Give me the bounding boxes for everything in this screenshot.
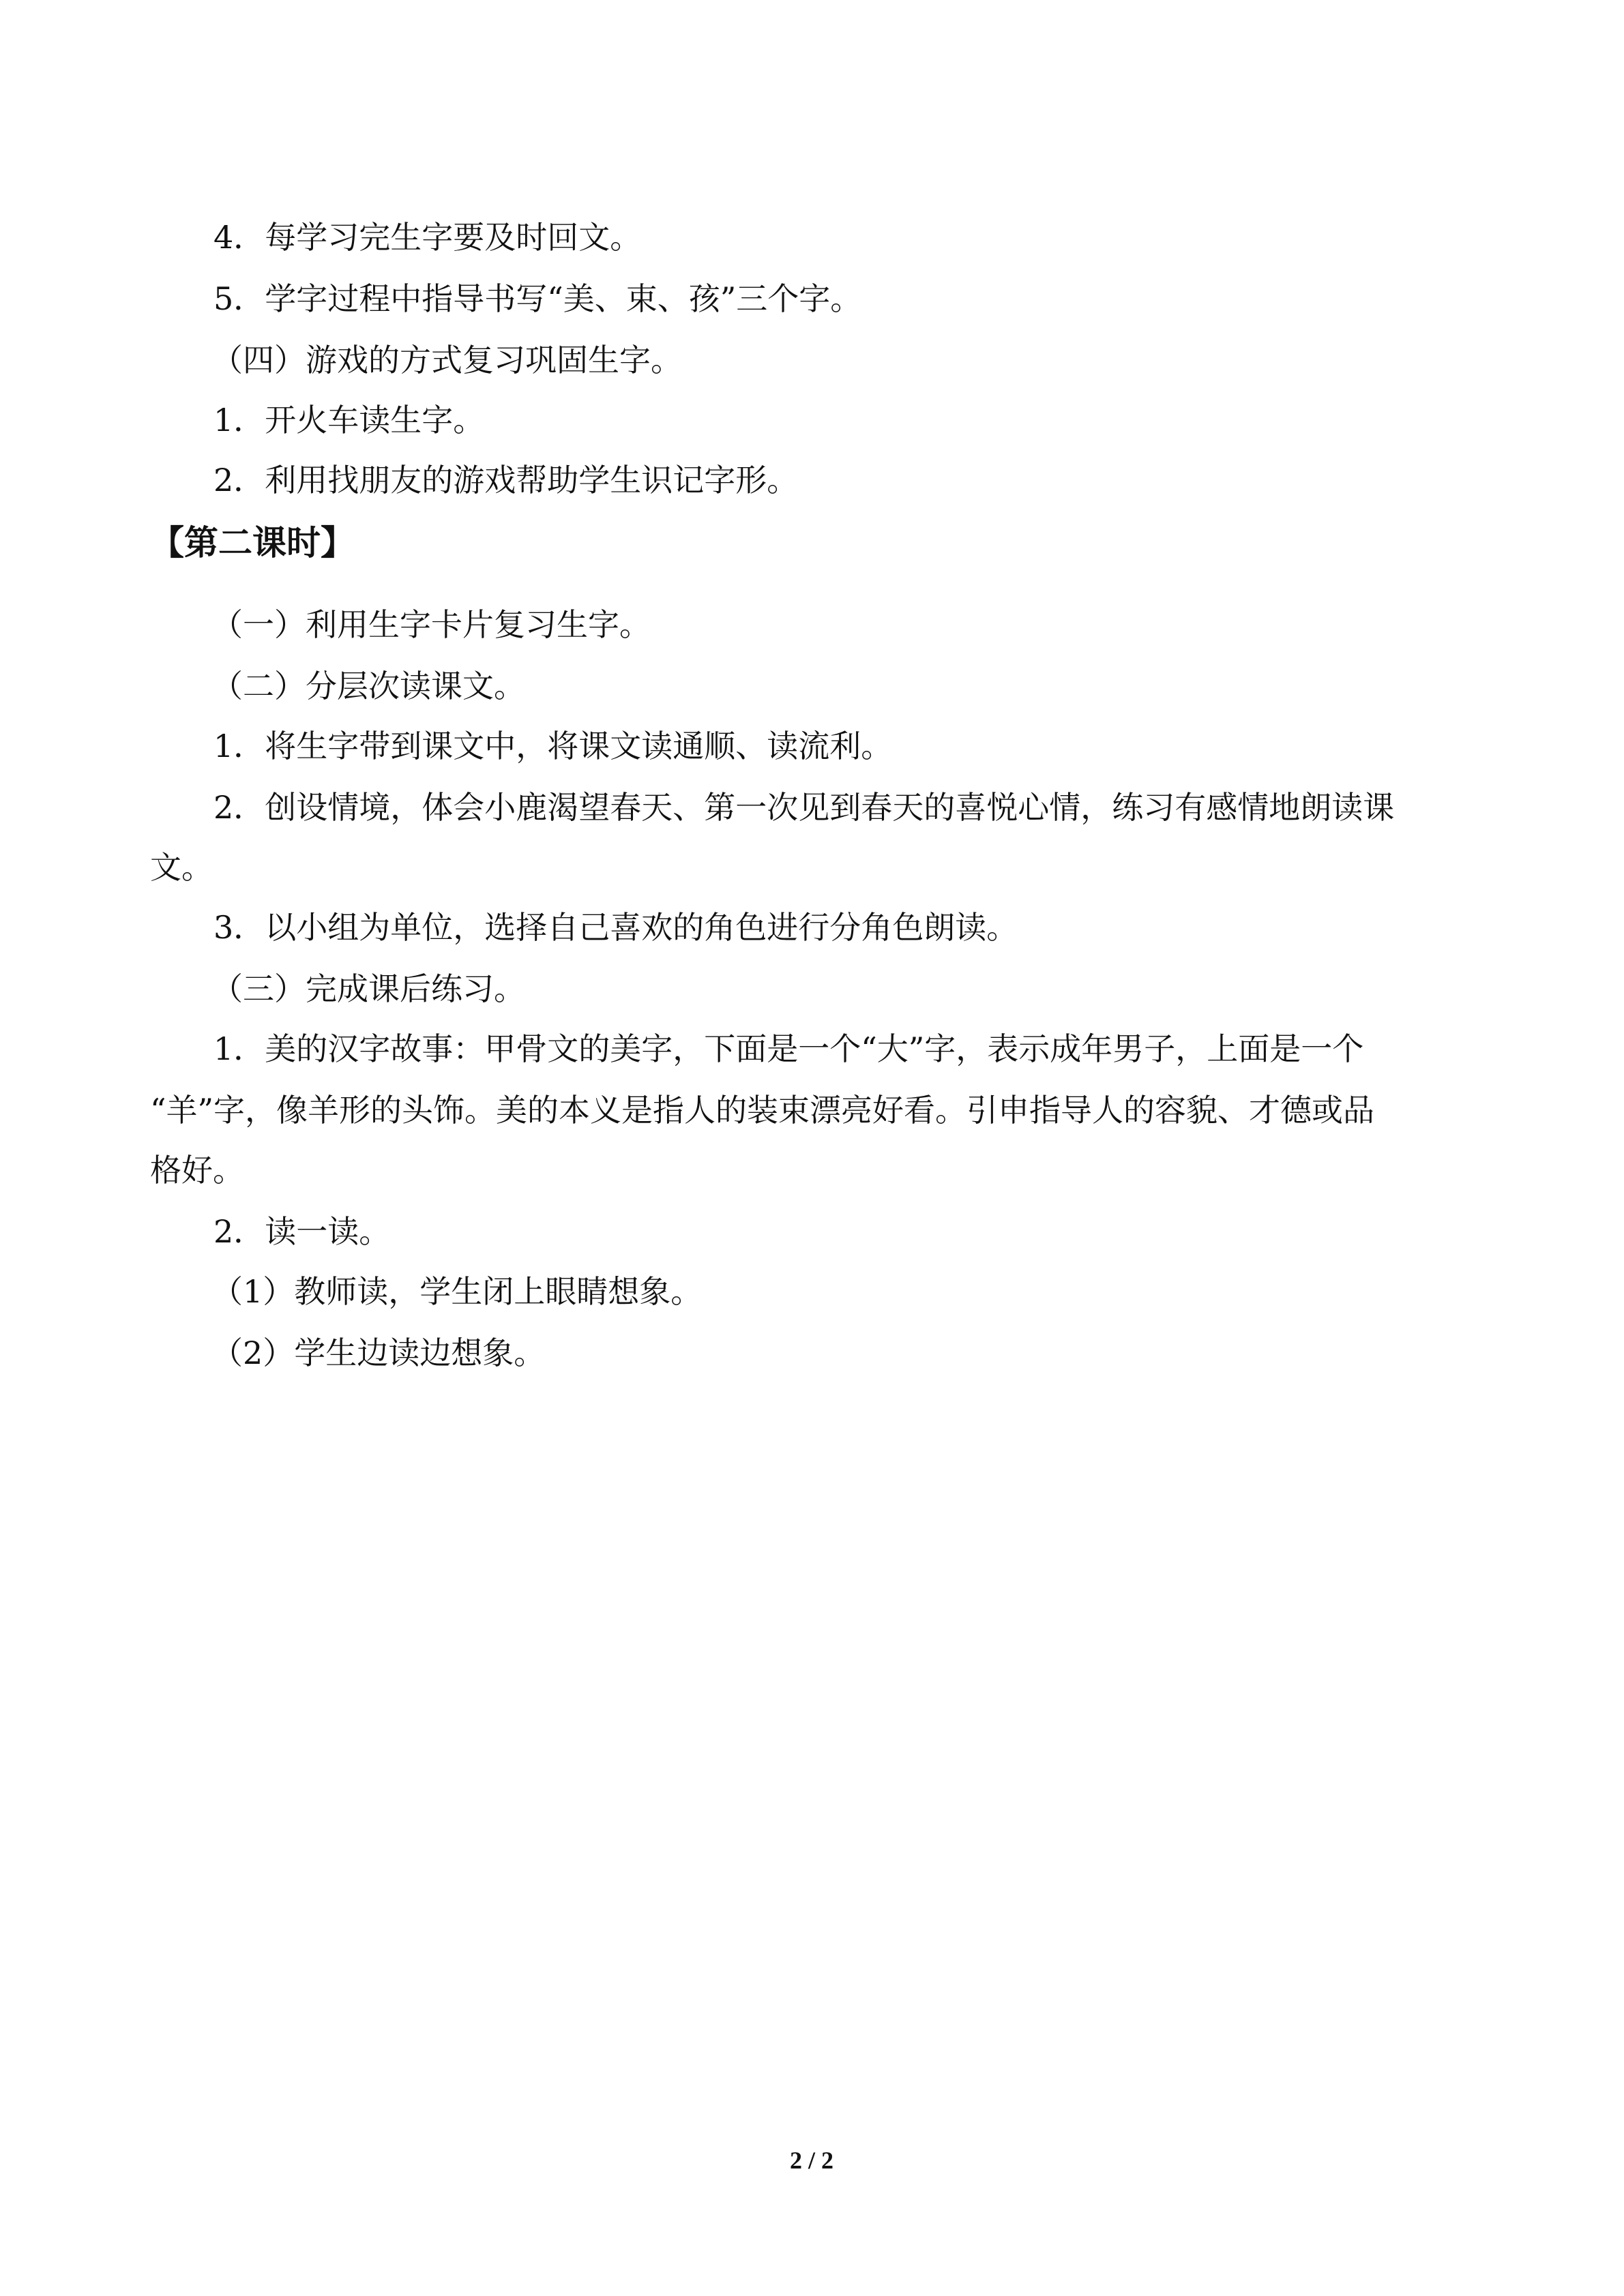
item-1-read: 1．将生字带到课文中，将课文读通顺、读流利。 (213, 728, 893, 764)
item-2-context: 2．创设情境，体会小鹿渴望春天、第一次见到春天的喜悦心情，练习有感情地朗读课 (213, 789, 1395, 826)
item-1-story-cont: “羊”字，像羊形的头饰。美的本义是指人的装束漂亮好看。引申指导人的容貌、才德或品 (150, 1092, 1375, 1129)
item-2: 2．利用找朋友的游戏帮助学生识记字形。 (213, 462, 799, 498)
item-4: 4．每学习完生字要及时回文。 (213, 219, 642, 256)
lesson-2-title: 【第二课时】 (150, 523, 355, 563)
item-1-story-end: 格好。 (150, 1152, 244, 1189)
subitem-1: （1）教师读，学生闭上眼睛想象。 (211, 1273, 703, 1310)
section-2-heading: （二）分层次读课文。 (211, 668, 525, 704)
item-1: 1．开火车读生字。 (213, 402, 485, 438)
item-1-story: 1．美的汉字故事：甲骨文的美字，下面是一个“大”字，表示成年男子，上面是一个 (213, 1030, 1364, 1067)
page-number: 2 / 2 (790, 2147, 834, 2174)
item-2-context-cont: 文。 (150, 849, 213, 886)
item-2-read: 2．读一读。 (213, 1213, 391, 1250)
item-5: 5．学字过程中指导书写“美、束、孩”三个字。 (213, 280, 862, 317)
section-4-heading: （四）游戏的方式复习巩固生字。 (211, 342, 682, 378)
section-1-heading: （一）利用生字卡片复习生字。 (211, 606, 651, 643)
subitem-2: （2）学生边读边想象。 (211, 1335, 546, 1371)
section-3-heading: （三）完成课后练习。 (211, 970, 525, 1007)
item-3-group: 3．以小组为单位，选择自己喜欢的角色进行分角色朗读。 (213, 909, 1018, 946)
